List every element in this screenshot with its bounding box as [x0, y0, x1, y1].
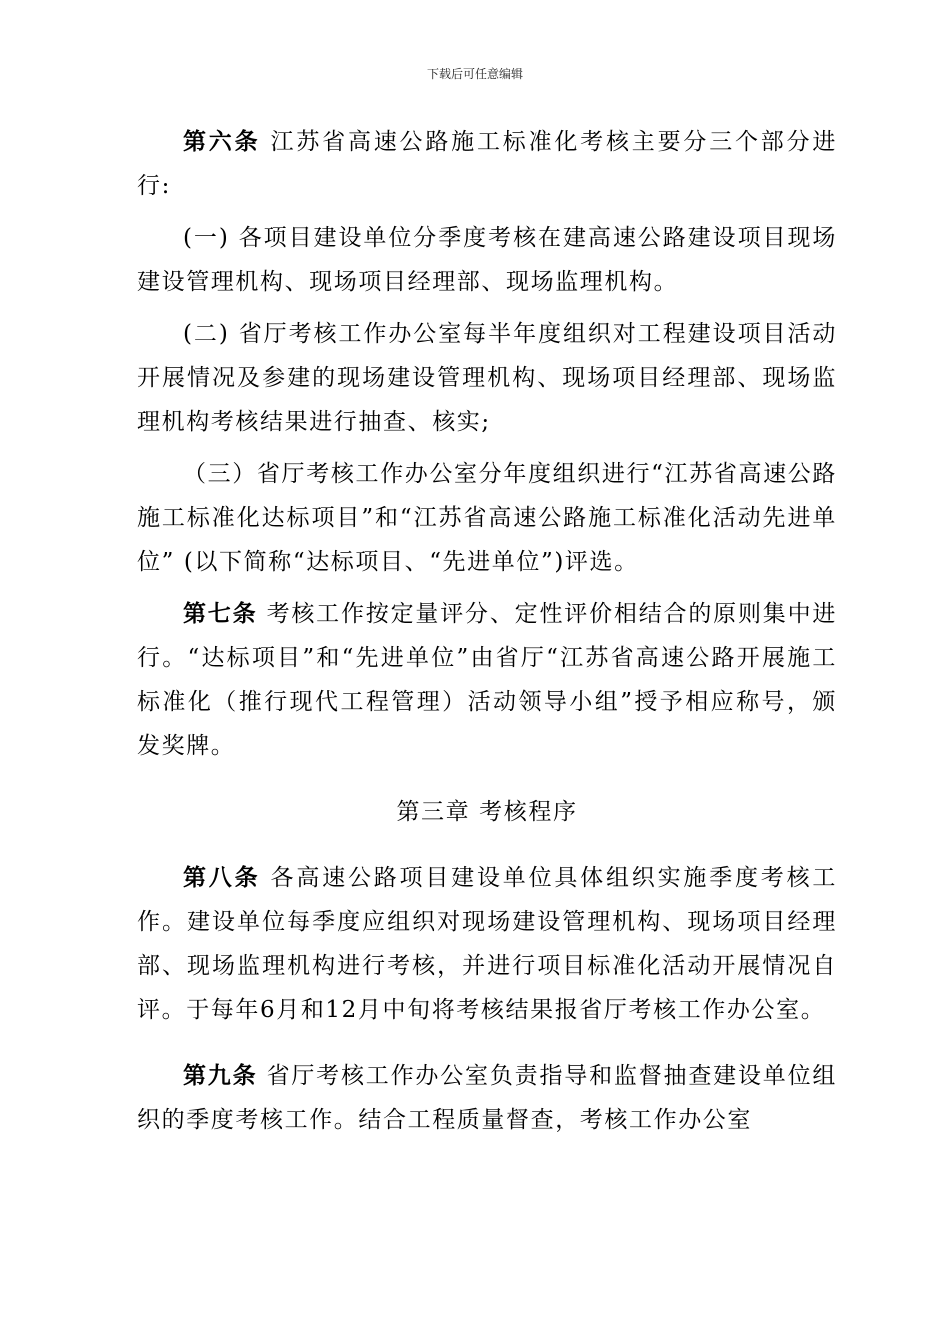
article-9-heading: 第九条 [183, 1062, 258, 1089]
chapter-title: 第三章 考核程序 [396, 799, 578, 825]
article-7-text: 考核工作按定量评分、定性评价相结合的原则集中进行。“达标项目”和“先进单位”由省厅“江苏省高速公路开展施工标准化（推行现代工程管理）活动领导小组”授予相应称号，颁发奖牌。 [137, 601, 837, 759]
article-8-heading: 第八条 [183, 864, 261, 891]
article-6-heading: 第六条 [183, 128, 261, 155]
article-8 [137, 856, 837, 1032]
article-9-text: 省厅考核工作办公室负责指导和监督抽查建设单位组织的季度考核工作。结合工程质量督查，考核工作办公室 [137, 1063, 837, 1133]
article-6-item-1: (一) 各项目建设单位分季度考核在建高速公路建设项目现场建设管理机构、现场项目经理部、现场监理机构。 [137, 225, 837, 295]
article-6 [137, 120, 837, 208]
article-7 [137, 592, 837, 768]
article-7-heading: 第七条 [183, 600, 258, 627]
article-8-text: 各高速公路项目建设单位具体组织实施季度考核工作。建设单位每季度应组织对现场建设管理机构、现场项目经理部、现场监理机构进行考核，并进行项目标准化活动开展情况自评。于每年6月和12月中旬将考核结果报省厅考核工作办公室。 [137, 865, 837, 1023]
article-6-item-2: (二) 省厅考核工作办公室每半年度组织对工程建设项目活动开展情况及参建的现场建设管理机构、现场项目经理部、现场监理机构考核结果进行抽查、核实; [137, 321, 837, 435]
article-9 [137, 1054, 837, 1142]
document-body [137, 120, 837, 1142]
header-note: 下载后可任意编辑 [426, 67, 523, 81]
article-6-text: 江苏省高速公路施工标准化考核主要分三个部分进行: [137, 129, 837, 199]
article-6-item-3: （三）省厅考核工作办公室分年度组织进行“江苏省高速公路施工标准化达标项目”和“江苏省高速公路施工标准化活动先进单位” (以下简称“达标项目、“先进单位”)评选。 [137, 461, 837, 575]
